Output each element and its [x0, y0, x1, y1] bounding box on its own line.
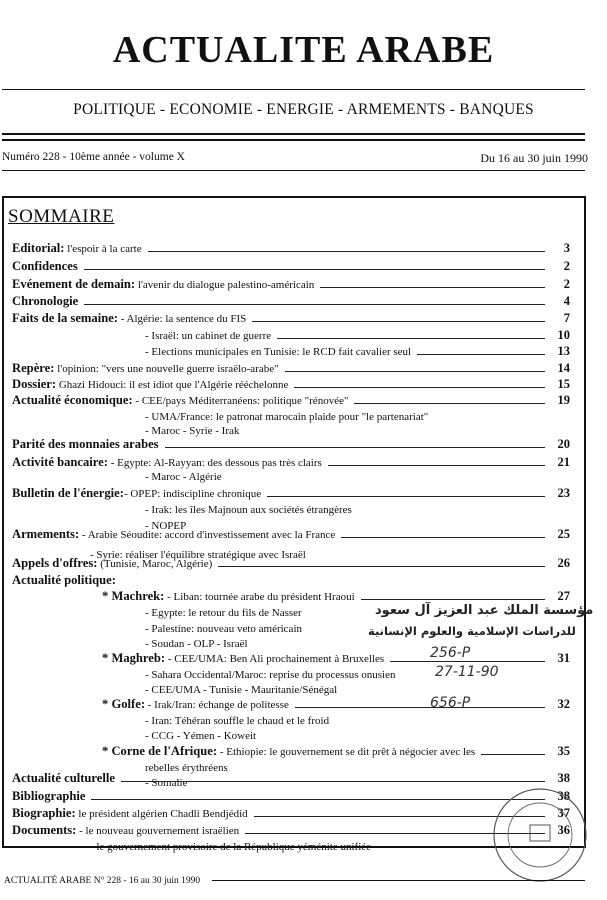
toc-subtitle: le président algérien Chadli Bendjédid	[75, 808, 248, 820]
toc-subtitle: - Liban: tournée arabe du président Hraoui	[164, 591, 355, 603]
toc-heading: Bulletin de l'énergie:	[12, 486, 124, 500]
toc-page-number: 2	[563, 277, 570, 291]
header-double-rule-bottom	[2, 139, 585, 141]
toc-page-number: 15	[557, 377, 570, 391]
toc-entry	[12, 789, 85, 804]
toc-row	[0, 573, 607, 588]
toc-subtitle: (Tunisie, Maroc, Algérie)	[97, 558, 213, 570]
toc-subtitle: - Sahara Occidental/Maroc: reprise du processus onusien	[145, 669, 396, 681]
toc-leader-line	[165, 447, 545, 448]
toc-page-number: 23	[557, 486, 570, 500]
toc-row	[0, 277, 607, 292]
toc-page-number: 31	[557, 651, 570, 665]
stamp-entry-date: 27-11-90	[435, 664, 499, 680]
toc-entry	[145, 344, 411, 360]
toc-heading: Evénement de demain:	[12, 277, 136, 291]
toc-heading: Biographie:	[12, 806, 76, 820]
toc-subtitle: rebelles érythréens	[145, 762, 228, 774]
toc-heading: * Corne de l'Afrique:	[102, 744, 218, 758]
toc-page-number: 2	[563, 259, 570, 273]
toc-row	[0, 667, 607, 682]
toc-leader-line	[295, 707, 545, 708]
toc-entry	[12, 806, 248, 822]
toc-heading: * Machrek:	[102, 589, 165, 603]
toc-subtitle: - CEE/UMA: Ben Ali prochainement à Bruxelles	[165, 653, 385, 665]
toc-leader-line	[354, 403, 545, 404]
toc-entry	[12, 259, 78, 274]
toc-page-number: 26	[557, 556, 570, 570]
toc-leader-line	[328, 465, 545, 466]
stamp-institution-line1: مؤسسة الملك عبد العزيز آل سعود	[375, 603, 594, 618]
issue-rule	[2, 170, 585, 171]
toc-row	[0, 682, 607, 697]
toc-page-number: 21	[557, 455, 570, 469]
toc-entry	[12, 377, 288, 393]
toc-row	[0, 423, 607, 438]
toc-leader-line	[417, 354, 545, 355]
toc-entry	[12, 486, 261, 502]
toc-leader-line	[267, 496, 545, 497]
toc-subtitle: - UMA/France: le patronat marocain plaide pour "le partenariat"	[145, 411, 429, 423]
toc-subtitle: - Iran: Téhéran souffle le chaud et le froid	[145, 715, 330, 727]
toc-entry	[12, 311, 246, 327]
toc-subtitle: - Maroc - Syrie - Irak	[145, 425, 240, 437]
masthead-title: ACTUALITE ARABE	[112, 29, 495, 71]
toc-heading: Bibliographie	[12, 789, 86, 803]
toc-leader-line	[361, 599, 545, 600]
toc-row	[0, 409, 607, 424]
toc-subtitle: - Egypte: Al-Rayyan: des dessous pas très clairs	[107, 457, 322, 469]
toc-leader-line	[84, 304, 545, 305]
toc-entry	[102, 589, 355, 605]
toc-row	[0, 713, 607, 728]
toc-row	[0, 311, 607, 326]
toc-entry	[145, 469, 222, 485]
toc-entry	[102, 697, 289, 713]
toc-row	[0, 556, 607, 571]
toc-page-number: 4	[563, 294, 570, 308]
toc-leader-line	[148, 251, 545, 252]
toc-heading: Armements:	[12, 527, 80, 541]
masthead-subtitle: POLITIQUE - ECONOMIE - ENERGIE - ARMEMENTS - BANQUES	[73, 101, 534, 118]
toc-leader-line	[294, 387, 545, 388]
toc-row	[0, 455, 607, 470]
toc-heading: Confidences	[12, 259, 78, 273]
toc-entry	[145, 713, 329, 729]
toc-row	[0, 377, 607, 392]
toc-page-number: 25	[557, 527, 570, 541]
toc-leader-line	[84, 269, 545, 270]
toc-heading: * Golfe:	[102, 697, 146, 711]
stamp-entry-number: 256-P	[430, 645, 471, 661]
toc-row	[0, 393, 607, 408]
toc-entry	[145, 621, 302, 637]
toc-page-number: 36	[557, 823, 570, 837]
toc-subtitle: - Arabie Séoudite: accord d'investissement avec la France	[79, 529, 336, 541]
toc-row	[0, 241, 607, 256]
toc-entry	[145, 667, 395, 683]
toc-entry	[145, 728, 256, 744]
toc-page-number: 19	[557, 393, 570, 407]
toc-page-number: 38	[557, 789, 570, 803]
toc-subtitle: l'avenir du dialogue palestino-américain	[135, 279, 315, 291]
toc-subtitle: - Soudan - OLP - Israël	[145, 638, 248, 650]
toc-row	[0, 697, 607, 712]
toc-page-number: 32	[557, 697, 570, 711]
toc-subtitle: Ghazi Hidouci: il est idiot que l'Algérie rééchelonne	[56, 379, 289, 391]
toc-page-number: 7	[563, 311, 570, 325]
toc-leader-line	[341, 537, 545, 538]
toc-subtitle: - Elections municipales en Tunisie: le RCD fait cavalier seul	[145, 346, 412, 358]
toc-entry	[145, 605, 302, 621]
toc-row	[0, 437, 607, 452]
toc-entry	[102, 744, 475, 760]
toc-row	[0, 361, 607, 376]
round-stamp-seal	[480, 775, 590, 885]
toc-subtitle: - Irak: les îles Majnoun aux sociétés étrangères	[145, 504, 352, 516]
toc-row	[0, 469, 607, 484]
footer-rule	[212, 880, 585, 881]
toc-subtitle: - le nouveau gouvernement israëlien	[76, 825, 240, 837]
toc-subtitle: - Palestine: nouveau veto américain	[145, 623, 302, 635]
toc-row	[0, 527, 607, 542]
toc-heading: Editorial:	[12, 241, 65, 255]
toc-page-number: 3	[563, 241, 570, 255]
header-double-rule-top	[2, 133, 585, 135]
toc-row	[0, 728, 607, 743]
toc-page-number: 20	[557, 437, 570, 451]
toc-page-number: 13	[557, 344, 570, 358]
toc-entry	[12, 241, 142, 257]
toc-heading: Chronologie	[12, 294, 79, 308]
toc-page-number: 37	[557, 806, 570, 820]
toc-leader-line	[320, 287, 545, 288]
toc-page-number: 35	[557, 744, 570, 758]
toc-page-number: 27	[557, 589, 570, 603]
toc-row	[0, 636, 607, 651]
toc-entry	[145, 682, 337, 698]
toc-subtitle: - CCG - Yémen - Koweit	[145, 730, 257, 742]
toc-entry	[12, 527, 335, 543]
toc-subtitle: - Syrie: réaliser l'équilibre stratégique avec Israël	[90, 549, 306, 561]
toc-subtitle: - CEE/pays Méditerranéens: politique "rénovée"	[132, 395, 349, 407]
toc-leader-line	[285, 371, 545, 372]
toc-heading: Actualité culturelle	[12, 771, 115, 785]
toc-page-number: 10	[557, 328, 570, 342]
header-top-rule	[2, 89, 585, 90]
toc-heading: Appels d'offres:	[12, 556, 98, 570]
toc-subtitle: l'opinion: "vers une nouvelle guerre israëlo-arabe"	[54, 363, 279, 375]
toc-leader-line	[252, 321, 545, 322]
toc-heading: Dossier:	[12, 377, 57, 391]
issue-date: Du 16 au 30 juin 1990	[480, 151, 588, 165]
toc-heading: Actualité économique:	[12, 393, 133, 407]
toc-row	[0, 344, 607, 359]
toc-page-number: 38	[557, 771, 570, 785]
stamp-institution-line2: للدراسات الإسلامية والعلوم الإنسانية	[368, 624, 576, 638]
toc-entry	[12, 771, 115, 786]
toc-leader-line	[481, 754, 545, 755]
issue-number: Numéro 228 - 10ème année - volume X	[2, 151, 185, 163]
toc-heading: Repère:	[12, 361, 55, 375]
toc-heading: * Maghreb:	[102, 651, 166, 665]
toc-entry	[145, 328, 271, 344]
toc-subtitle: - le gouvernement provisoire de la République yéménite unifiée	[90, 841, 372, 853]
toc-entry	[12, 556, 212, 572]
toc-entry	[12, 361, 279, 377]
toc-entry	[12, 294, 78, 309]
toc-subtitle: - Egypte: le retour du fils de Nasser	[145, 607, 302, 619]
toc-subtitle: - Somalie	[145, 777, 188, 789]
toc-heading: Actualité politique:	[12, 573, 116, 587]
toc-page-number: 14	[557, 361, 570, 375]
toc-subtitle: - Ethiopie: le gouvernement se dit prêt à négocier avec les	[217, 746, 476, 758]
stamp-classification: 656-P	[430, 695, 471, 711]
toc-leader-line	[218, 566, 545, 567]
toc-row	[0, 259, 607, 274]
toc-entry	[102, 651, 384, 667]
toc-leader-line	[91, 799, 545, 800]
toc-heading: Faits de la semaine:	[12, 311, 118, 325]
toc-subtitle: - Algérie: la sentence du FIS	[117, 313, 247, 325]
toc-row	[0, 651, 607, 666]
toc-subtitle: - OPEP: indiscipline chronique	[123, 488, 262, 500]
toc-entry	[12, 823, 239, 839]
toc-row	[0, 486, 607, 501]
toc-subtitle: - Maroc - Algérie	[145, 471, 222, 483]
toc-entry	[145, 636, 248, 652]
toc-heading: Activité bancaire:	[12, 455, 108, 469]
toc-subtitle: l'espoir à la carte	[64, 243, 142, 255]
toc-entry	[12, 393, 348, 409]
toc-subtitle: - CEE/UMA - Tunisie - Mauritanie/Sénégal	[145, 684, 338, 696]
toc-entry	[145, 502, 352, 518]
toc-leader-line	[390, 661, 545, 662]
toc-entry	[12, 437, 159, 452]
footer-text: ACTUALITÉ ARABE N° 228 - 16 au 30 juin 1990	[4, 876, 201, 886]
toc-entry	[12, 277, 314, 293]
toc-row	[0, 328, 607, 343]
toc-row	[0, 294, 607, 309]
toc-leader-line	[277, 338, 545, 339]
toc-subtitle: - Irak/Iran: échange de politesse	[145, 699, 289, 711]
toc-row	[0, 502, 607, 517]
sommaire-title: SOMMAIRE	[8, 206, 115, 227]
toc-heading: Documents:	[12, 823, 77, 837]
toc-row	[0, 589, 607, 604]
toc-subtitle: - Israël: un cabinet de guerre	[145, 330, 272, 342]
toc-subtitle: - NOPEP	[145, 520, 187, 532]
toc-entry	[90, 839, 371, 855]
toc-entry	[12, 573, 116, 588]
toc-heading: Parité des monnaies arabes	[12, 437, 159, 451]
toc-row	[0, 744, 607, 759]
